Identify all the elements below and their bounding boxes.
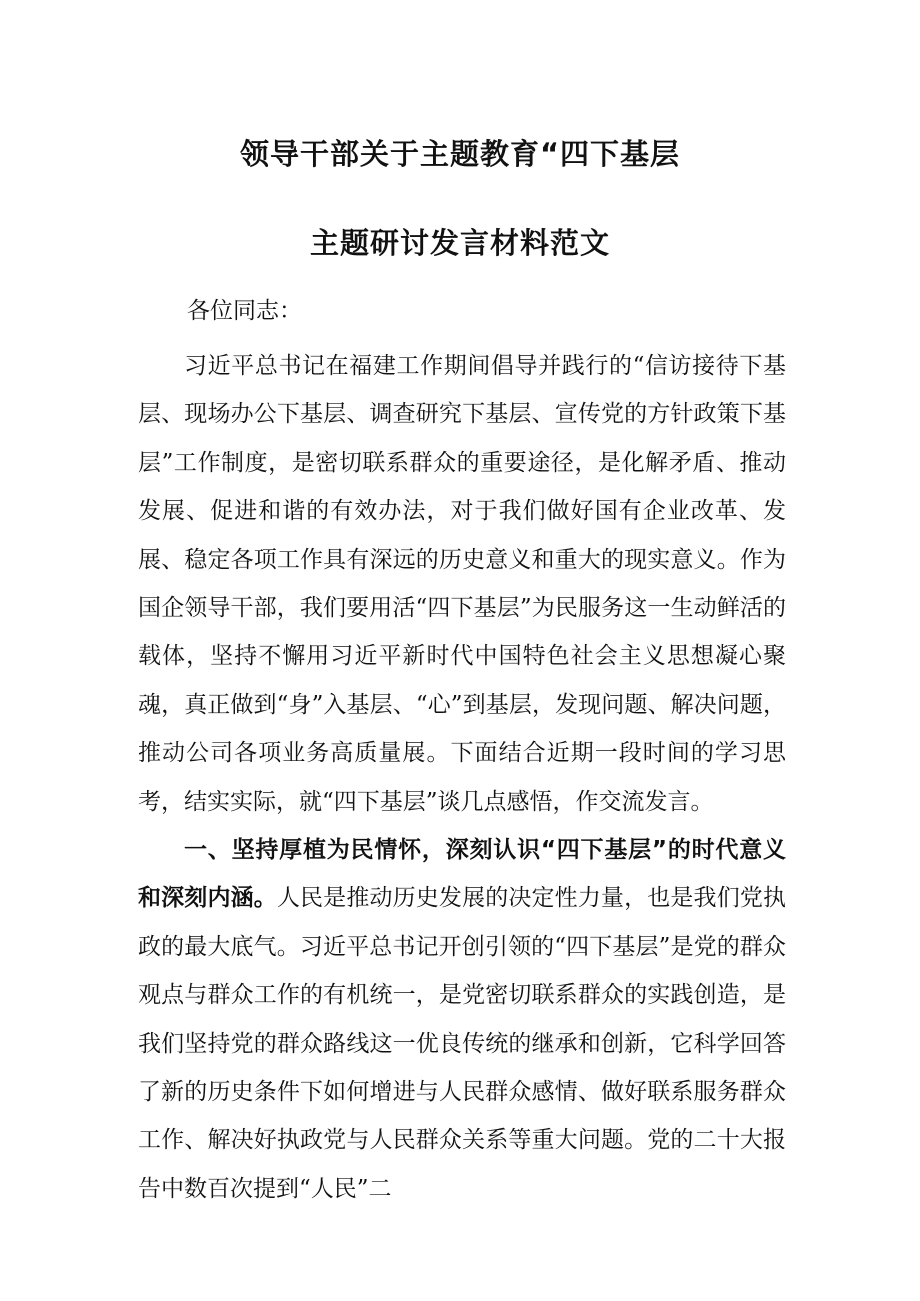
document-title-line1: 领导干部关于主题教育“四下基层: [239, 137, 681, 171]
section1-text: 人民是推动历史发展的决定性力量，也是我们党执政的最大底气。习近平总书记开创引领的“四下基层”是党的群众观点与群众工作的有机统一，是党密切联系群众的实践创造，是我们坚持党的群众路线这一优良传统的继承和创新，它科学回答了新的历史条件下如何增进与人民群众感情、做好联系服务群众工作、解决好执政党与人民群众关系等重大问题。党的二十大报告中数百次提到“人民”二: [138, 885, 787, 1202]
paragraph-section1: [138, 826, 786, 1213]
salutation: 各位同志：: [187, 298, 302, 324]
paragraph-intro: 习近平总书记在福建工作期间倡导并践行的“信访接待下基层、现场办公下基层、调查研究下基层、宣传党的方针政策下基层”工作制度，是密切联系群众的重要途径，是化解矛盾、推动发展、促进和谐的有效办法，对于我们做好国有企业改革、发展、稳定各项工作具有深远的历史意义和重大的现实意义。作为国企领导干部，我们要用活“四下基层”为民服务这一生动鲜活的载体，坚持不懈用习近平新时代中国特色社会主义思想凝心聚魂，真正做到“身”入基层、“心”到基层，发现问题、解决问题，推动公司各项业务高质量展。下面结合近期一段时间的学习思考，结实实际，就“四下基层”谈几点感悟，作交流发言。: [138, 353, 786, 815]
section1-heading: 一、坚持厚植为民情怀，深刻认识“四下基层”的时代意义和深刻内涵。: [138, 837, 786, 912]
document-title-line2: 主题研讨发言材料范文: [309, 226, 610, 260]
